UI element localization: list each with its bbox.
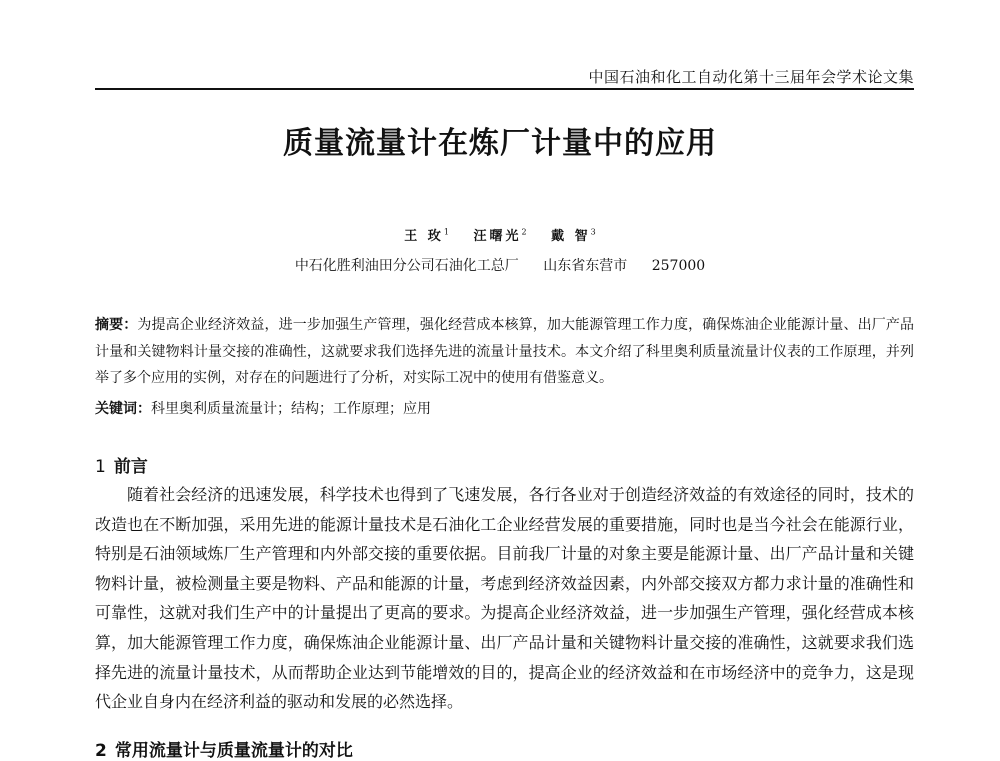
author-3 bbox=[551, 225, 596, 244]
section-1-heading bbox=[95, 452, 148, 477]
affiliation-city: 山东省东营市 bbox=[543, 258, 628, 274]
running-head: 中国石油和化工自动化第十三届年会学术论文集 bbox=[588, 68, 914, 86]
author-2-mark: 2 bbox=[521, 227, 527, 237]
author-3-name: 戴 智 bbox=[551, 229, 591, 244]
author-1-mark: 1 bbox=[443, 227, 449, 237]
paper-title: 质量流量计在炼厂计量中的应用 bbox=[283, 126, 717, 161]
keywords-label: 关键词： bbox=[95, 401, 151, 417]
author-3-mark: 3 bbox=[590, 227, 596, 237]
abstract-text: 为提高企业经济效益，进一步加强生产管理，强化经营成本核算，加大能源管理工作力度，确保炼油企业能源计量、出厂产品计量和关键物料计量交接的准确性，这就要求我们选择先进的流量计量技术。本文介绍了科里奥利质量流量计仪表的工作原理，并列举了多个应用的实例，对存在的问题进行了分析，对实际工况中的使用有借鉴意义。 bbox=[95, 317, 915, 386]
section-1-number: 1 bbox=[95, 457, 106, 477]
author-list bbox=[0, 225, 1000, 244]
keywords-text: 科里奥利质量流量计；结构；工作原理；应用 bbox=[151, 401, 431, 417]
author-1 bbox=[404, 225, 449, 244]
abstract bbox=[95, 312, 914, 392]
author-2 bbox=[473, 225, 526, 244]
header-rule bbox=[95, 88, 914, 90]
section-1-title: 前言 bbox=[113, 457, 148, 477]
affiliation bbox=[0, 255, 1000, 275]
section-2-title: 常用流量计与质量流量计的对比 bbox=[114, 741, 353, 761]
keywords bbox=[95, 396, 914, 422]
section-2-heading bbox=[95, 736, 353, 761]
section-2-number: 2 bbox=[95, 741, 107, 761]
author-2-name: 汪曙光 bbox=[473, 229, 522, 244]
affiliation-postcode: 257000 bbox=[651, 258, 706, 274]
affiliation-org: 中石化胜利油田分公司石油化工总厂 bbox=[294, 258, 519, 274]
section-1-body: 随着社会经济的迅速发展，科学技术也得到了飞速发展，各行各业对于创造经济效益的有效途径的同时，技术的改造也在不断加强，采用先进的能源计量技术是石油化工企业经营发展的重要措施，同时也是当今社会在能源行业，特别是石油领域炼厂生产管理和内外部交接的重要依据。目前我厂计量的对象主要是能源计量、出厂产品计量和关键物料计量，被检测量主要是物料、产品和能源的计量，考虑到经济效益因素，内外部交接双方都力求计量的准确性和可靠性，这就对我们生产中的计量提出了更高的要求。为提高企业经济效益，进一步加强生产管理，强化经营成本核算，加大能源管理工作力度，确保炼油企业能源计量、出厂产品计量和关键物料计量交接的准确性，这就要求我们选择先进的流量计量技术，从而帮助企业达到节能增效的目的，提高企业的经济效益和在市场经济中的竞争力，这是现代企业自身内在经济利益的驱动和发展的必然选择。 bbox=[95, 485, 914, 712]
abstract-label: 摘要： bbox=[95, 317, 138, 333]
author-1-name: 王 玫 bbox=[404, 229, 444, 244]
